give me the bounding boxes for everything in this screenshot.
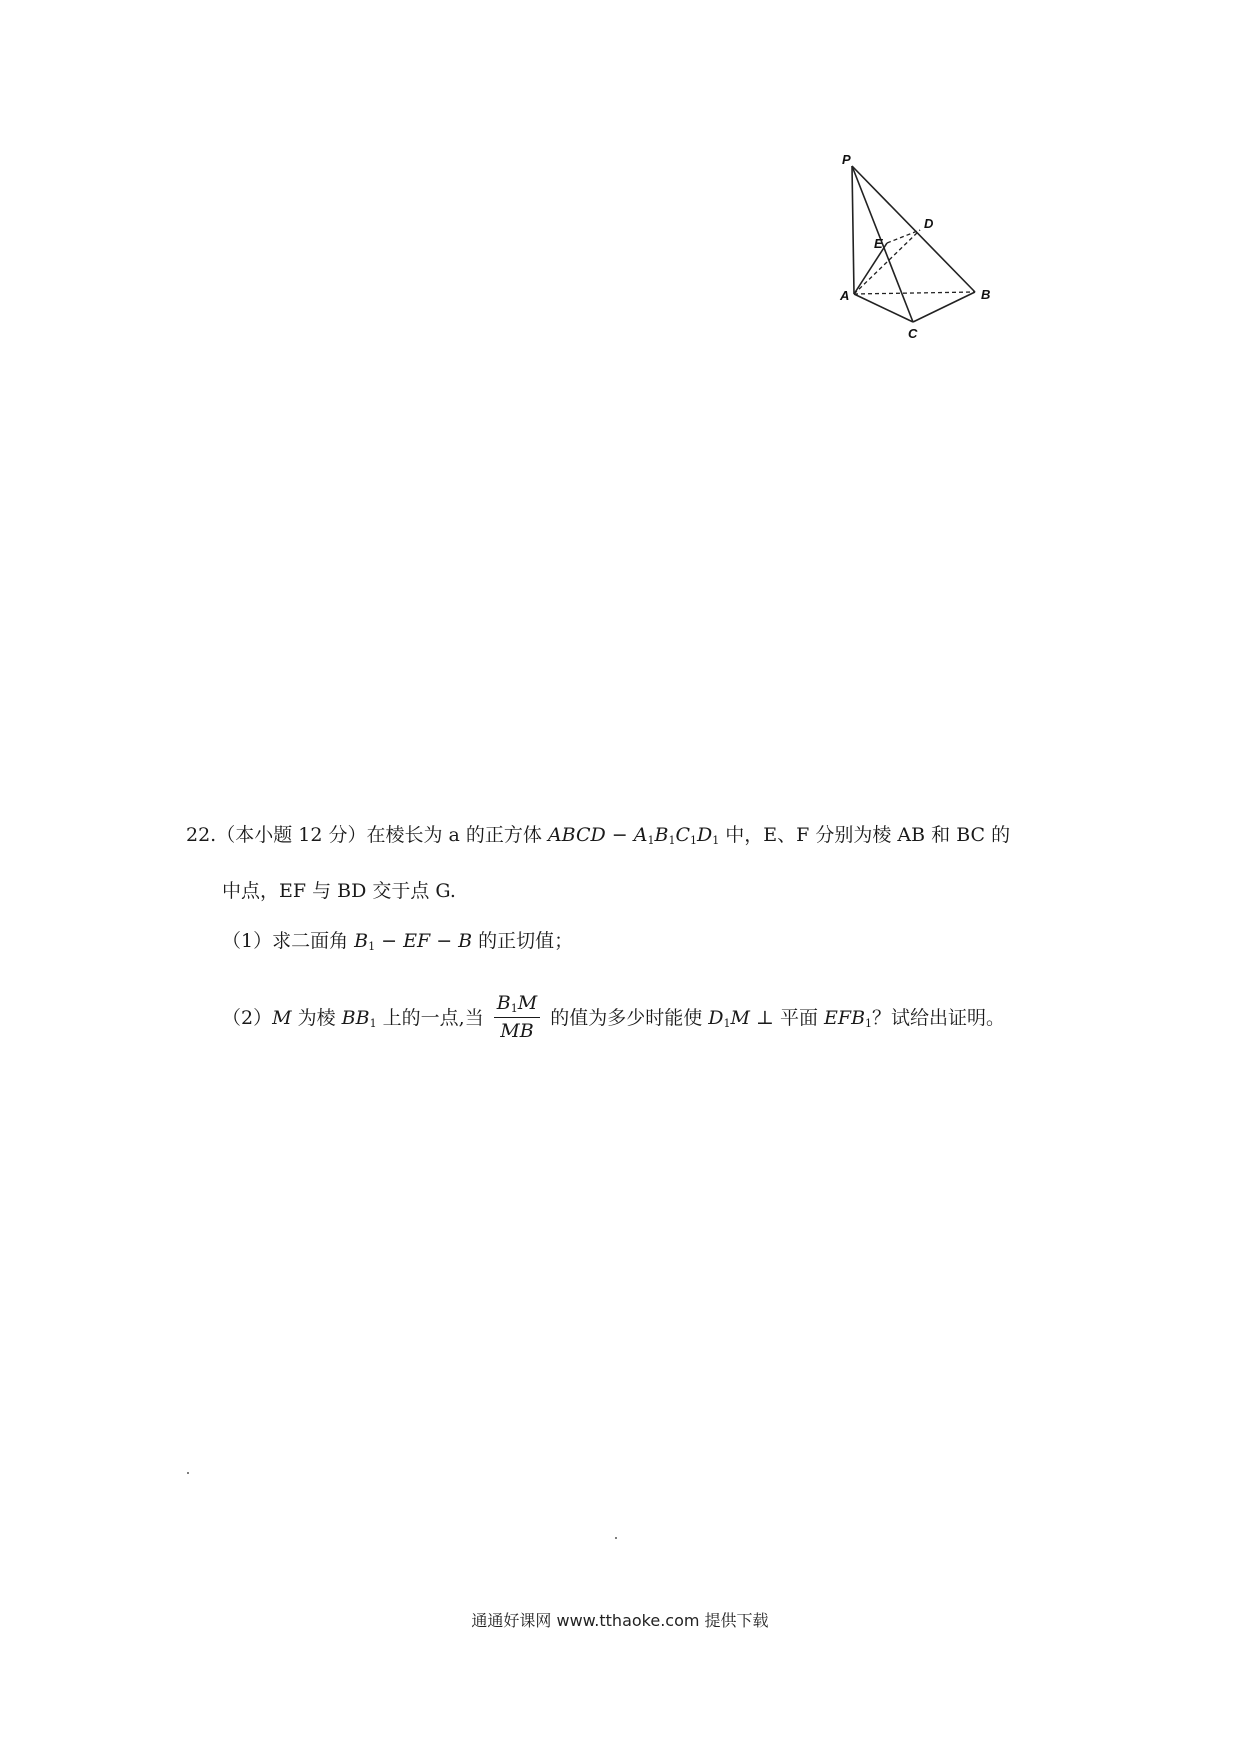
sub-1: 1: [865, 1017, 873, 1031]
ratio-fraction: [494, 990, 540, 1044]
edge-pa: [852, 166, 854, 294]
label-c: C: [908, 326, 918, 341]
question-1: [222, 928, 573, 955]
edge-pb: [852, 166, 975, 292]
problem-number: 22.: [186, 824, 217, 846]
line-d1m: [708, 1007, 750, 1029]
pyramid-figure: [840, 152, 1040, 385]
q2-text-c: 的值为多少时能使: [550, 1007, 703, 1030]
label-a: A: [840, 288, 850, 303]
sub-1: 1: [368, 940, 376, 953]
edge-ad-dashed: [854, 230, 920, 294]
q2-d: D: [708, 1007, 724, 1030]
fraction-denominator: MB: [500, 1019, 534, 1042]
sub-1: 1: [723, 1017, 731, 1031]
num-b: B: [496, 992, 511, 1014]
q2-bb: BB: [341, 1007, 370, 1030]
cube-b: B: [654, 824, 669, 846]
label-p: P: [842, 152, 851, 167]
q1-mid: − EF − B: [375, 930, 473, 952]
pyramid-diagram: [840, 152, 1040, 385]
cube-dash: −: [605, 824, 634, 846]
edge-ed-dashed: [887, 230, 920, 243]
q2-text-d: 平面: [779, 1007, 818, 1030]
label-d: D: [924, 216, 934, 231]
problem-points: （本小题 12 分）: [216, 824, 367, 846]
plane-efb1: [824, 1007, 872, 1029]
cube-notation: [548, 824, 719, 846]
edge-ab-dashed: [854, 292, 975, 294]
q1-b: B: [354, 930, 369, 952]
edge-cb: [913, 292, 975, 322]
cube-d: D: [697, 824, 713, 846]
problem-intro-b: 中，E、F 分别为棱 AB 和 BC 的: [725, 824, 1011, 846]
fraction-numerator: [494, 990, 540, 1018]
sub-1: 1: [369, 1017, 377, 1031]
perpendicular-symbol: ⊥: [750, 1007, 780, 1030]
scan-speck: [615, 1537, 617, 1539]
sub-1: 1: [510, 1002, 518, 1015]
cube-c: C: [675, 824, 691, 846]
sub-1: 1: [690, 834, 698, 847]
sub-1: 1: [647, 834, 655, 847]
q1-suffix: 的正切值；: [478, 930, 574, 952]
q2-d1m-m: M: [730, 1007, 750, 1030]
num-m: M: [517, 992, 538, 1014]
edge-bb1: [342, 1007, 377, 1029]
q2-text-e: ？试给出证明。: [872, 1007, 1006, 1030]
q2-text-b: 上的一点,当: [382, 1007, 484, 1030]
sub-1: 1: [712, 834, 720, 847]
q2-prefix: （2）: [222, 1007, 273, 1030]
q2-efb: EFB: [824, 1007, 866, 1030]
q1-prefix: （1）求二面角: [222, 930, 349, 952]
scan-speck: [187, 1472, 189, 1474]
cube-abcd: ABCD: [547, 824, 606, 846]
q2-text-a: 为棱: [297, 1007, 336, 1030]
question-2: [222, 992, 1005, 1046]
label-e: E: [874, 236, 883, 251]
label-b: B: [981, 287, 991, 302]
problem-stem-line-2: 中点，EF 与 BD 交于点 G.: [222, 880, 456, 902]
problem-intro-a: 在棱长为 a 的正方体: [366, 824, 542, 846]
page-footer: 通通好课网 www.tthaoke.com 提供下载: [471, 1611, 769, 1630]
q2-m: M: [272, 1007, 292, 1030]
dihedral-angle-notation: [354, 930, 472, 952]
sub-1: 1: [668, 834, 676, 847]
cube-a: A: [633, 824, 648, 846]
problem-stem-line-1: [186, 822, 1010, 849]
